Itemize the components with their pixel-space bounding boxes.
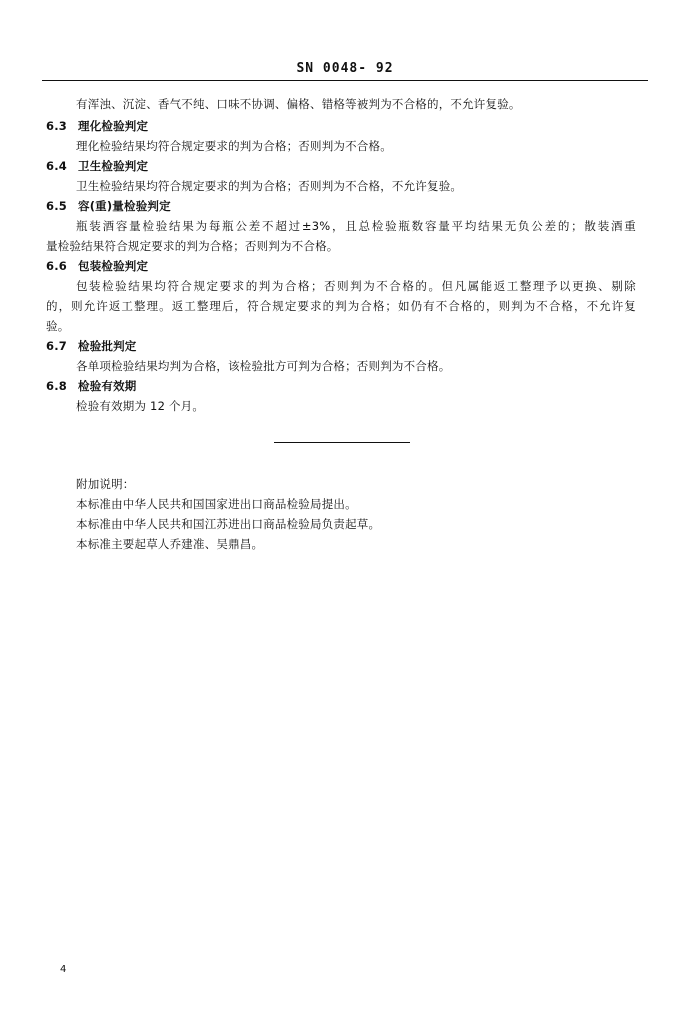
- section-6-4-text: 卫生检验结果均符合规定要求的判为合格；否则判为不合格，不允许复验。: [76, 179, 463, 193]
- end-rule: [274, 442, 410, 443]
- section-6-5-heading: [46, 198, 171, 214]
- section-number: 6.7: [46, 339, 67, 353]
- section-6-3-text: 理化检验结果均符合规定要求的判为合格；否则判为不合格。: [76, 139, 392, 153]
- section-title: 卫生检验判定: [78, 159, 149, 173]
- section-number: 6.5: [46, 199, 67, 213]
- section-number: 6.4: [46, 159, 67, 173]
- section-6-8-text: 检验有效期为 12 个月。: [76, 399, 205, 413]
- section-6-6-heading: [46, 258, 148, 274]
- section-title: 检验批判定: [78, 339, 137, 353]
- notes-line-1: 本标准由中华人民共和国国家进出口商品检验局提出。: [76, 497, 357, 511]
- notes-title: 附加说明：: [76, 477, 135, 491]
- section-6-7-text: 各单项检验结果均判为合格，该检验批方可判为合格；否则判为不合格。: [76, 359, 451, 373]
- section-6-8-heading: [46, 378, 137, 394]
- section-number: 6.3: [46, 119, 67, 133]
- section-6-6-text-line-2: 的，则允许返工整理。返工整理后，符合规定要求的判为合格；如仍有不合格的，则判为不合格，不允许复: [46, 299, 636, 313]
- section-title: 检验有效期: [78, 379, 137, 393]
- intro-line: 有浑浊、沉淀、香气不纯、口味不协调、偏格、错格等被判为不合格的，不允许复验。: [76, 97, 521, 111]
- section-6-4-heading: [46, 158, 148, 174]
- section-title: 理化检验判定: [78, 119, 149, 133]
- standard-code: SN 0048- 92: [296, 61, 394, 76]
- section-number: 6.8: [46, 379, 67, 393]
- page-number: 4: [60, 964, 67, 975]
- notes-line-3: 本标准主要起草人乔建准、吴鼎昌。: [76, 537, 264, 551]
- section-title: 容(重)量检验判定: [78, 199, 171, 213]
- header-rule: [42, 80, 648, 81]
- section-title: 包装检验判定: [78, 259, 149, 273]
- section-6-3-heading: [46, 118, 148, 134]
- notes-line-2: 本标准由中华人民共和国江苏进出口商品检验局负责起草。: [76, 517, 381, 531]
- section-6-5-text-line-1: 瓶装酒容量检验结果为每瓶公差不超过±3%，且总检验瓶数容量平均结果无负公差的；散装酒重: [76, 219, 636, 233]
- section-6-6-text-line-3: 验。: [46, 319, 70, 333]
- section-6-5-text-line-2: 量检验结果符合规定要求的判为合格；否则判为不合格。: [46, 239, 339, 253]
- section-6-6-text-line-1: 包装检验结果均符合规定要求的判为合格；否则判为不合格的。但凡属能返工整理予以更换、剔除: [76, 279, 636, 293]
- section-6-7-heading: [46, 338, 137, 354]
- section-number: 6.6: [46, 259, 67, 273]
